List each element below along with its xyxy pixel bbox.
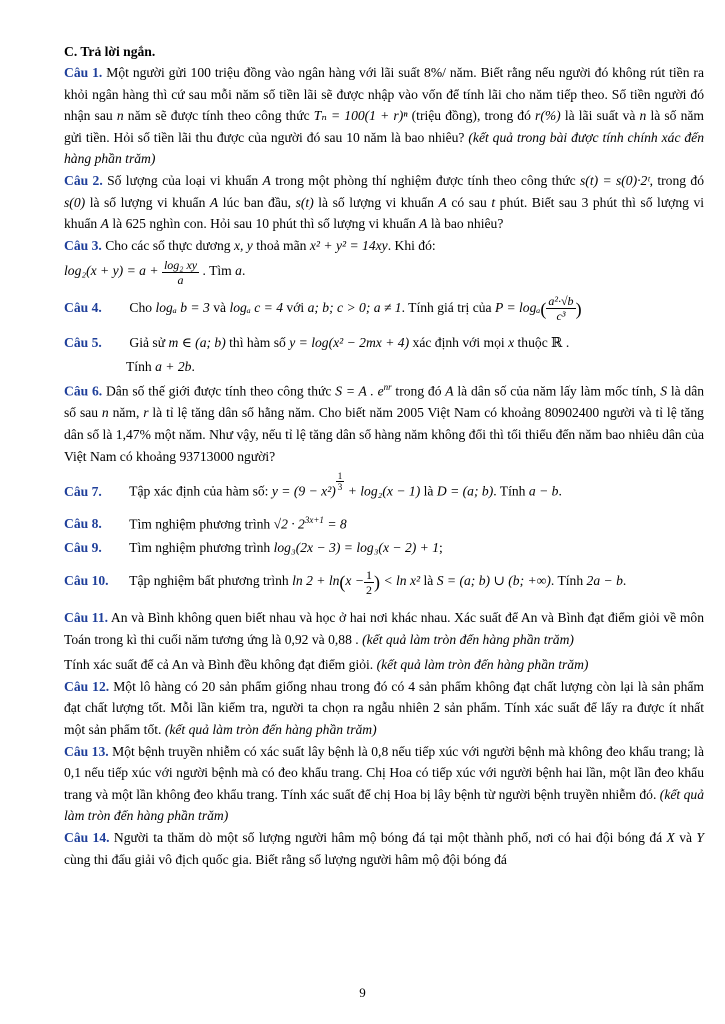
q2-text-d: là số lượng vi khuẩn (89, 194, 206, 210)
q5-text-a: Giả sử (129, 334, 166, 350)
question-10: Câu 10. Tập nghiệm bất phương trình ln 2 + ln(x − $\frac{1}{2}$ ) < ln x² là S = (a; b) ∪ (b; +∞). Tính 2a − b. (64, 564, 704, 599)
q6-text-e: năm, (112, 405, 140, 421)
question-10-label: Câu 10. (64, 573, 109, 589)
q7-expr: a − b (528, 483, 559, 499)
q13-hint: (kết quả làm tròn đến hàng phần trăm) (64, 786, 704, 824)
question-7-label: Câu 7. (64, 483, 102, 499)
question-14-label: Câu 14. (64, 829, 110, 845)
q14-text-a: Người ta thăm dò một số lượng người hâm mộ bóng đá tại một thành phố, nơi có hai đội bóng đá (113, 829, 663, 845)
q2-st: s(t) (295, 194, 314, 210)
q3-fraction (162, 258, 199, 287)
q1-hint: (kết quả trong bài được tính chính xác đến hàng phần trăm) (64, 129, 704, 167)
q1-text-b: năm sẽ được tính theo công thức (127, 108, 310, 124)
question-5-label: Câu 5. (64, 334, 102, 350)
q5-text-c: xác định với mọi (412, 334, 505, 350)
q4-and: và (213, 299, 227, 315)
question-6-label: Câu 6. (64, 383, 103, 399)
q1-n2: n (639, 108, 647, 124)
document-page (64, 42, 704, 870)
q6-text-f: là tỉ lệ tăng dân số hằng năm. Cho biết năm 2005 Việt Nam có khoảng 80902400 người và tỉ lệ tăng dân số là (64, 405, 704, 442)
page-number: 9 (359, 985, 366, 1000)
question-8 (64, 508, 704, 537)
q10-text-a: Tập nghiệm bất phương trình (129, 573, 289, 589)
q1-text-c: (triệu đồng), trong đó (411, 108, 531, 124)
q2-text-i: là 625 nghìn con. Hỏi sau 10 phút thì số lượng vi khuẩn (112, 216, 416, 232)
question-14 (64, 827, 704, 870)
question-3-formula (64, 256, 704, 286)
q3-text-b: thoả mãn (256, 237, 307, 253)
question-5 (64, 330, 704, 356)
q10-num: 1 (366, 567, 373, 582)
q11-text-b: Tính xác suất để cả An và Bình đều không đạt điểm giỏi. (64, 657, 374, 673)
q6-rate: 1,47% (115, 426, 151, 442)
q7-exp-den: 3 (337, 482, 343, 493)
question-11-part2 (64, 654, 704, 676)
question-3 (64, 235, 704, 257)
q10-S: S = (a; b) ∪ (b; +∞) (436, 573, 551, 589)
q4-with: với (286, 299, 305, 315)
q4-c1: logₐ b = 3 (155, 299, 210, 315)
q2-s0: s(0) (64, 194, 86, 210)
question-12 (64, 676, 704, 741)
q3-a: a (235, 263, 242, 279)
q2-A5: A (419, 216, 428, 232)
q7-text-a: Tập xác định của hàm số: (129, 483, 269, 499)
q2-text-a: Số lượng của loại vi khuẩn (107, 172, 259, 188)
q10-inner: x − (345, 573, 365, 589)
section-title: C. Trả lời ngắn. (64, 44, 156, 59)
q2-text-f: là số lượng vi khuẩn (318, 194, 434, 210)
q5-end: . (565, 334, 570, 350)
q2-A: A (262, 172, 271, 188)
q2-A2: A (209, 194, 219, 210)
q10-f2: < ln x² (383, 573, 421, 589)
q1-text-a: Một người gửi 100 triệu đồng vào ngân hàng với lãi suất 8%/ năm. Biết rằng nếu người đó không rút tiền ra khỏi ngân hàng thì cứ sau mỗi năm số tiền lãi sẽ được nhập vào vốn để tính lãi cho năm tiếp theo. Số tiền người đó nhận sau (64, 65, 704, 124)
q7-text-c: . Tính (493, 483, 526, 499)
q4-den: c³ (556, 309, 566, 324)
q2-text-c: , trong đó (649, 172, 705, 188)
q11-hint2: (kết quả làm tròn đến hàng phần trăm) (376, 657, 589, 673)
q5-end2: . (191, 358, 195, 374)
q9-text-a: Tìm nghiệm phương trình (129, 540, 271, 556)
question-4: Câu 4. Cho logₐ b = 3 và logₐ c = 4 với a; b; c > 0; a ≠ 1. Tính giá trị của P = logₐ( $\frac{\text{a²·√b}}{\text{c³}}$ ) (64, 291, 704, 326)
q2-A4: A (100, 216, 109, 232)
question-9-label: Câu 9. (64, 540, 102, 556)
question-1 (64, 62, 704, 170)
q4-num: a²·√b (548, 294, 574, 309)
q13-text-a: Một bệnh truyền nhiễm có xác suất lây bệnh là 0,8 nếu tiếp xúc với người bệnh mà không đeo khẩu trang; là 0,1 nếu tiếp xúc với người bệnh mà có đeo khẩu trang. Chị Hoa có tiếp xúc với người bệnh hai lần, một lần đeo khẩu trang và một lần không đeo khẩu trang. Tính xác suất để chị Hoa bị lây bệnh từ người bệnh truyền nhiễm đó. (64, 743, 704, 802)
q7-end: . (558, 483, 562, 499)
q12-hint: (kết quả làm tròn đến hàng phần trăm) (164, 722, 377, 737)
q1-r: r(%) (535, 108, 561, 124)
q2-text-g: có sau (451, 194, 487, 210)
question-11-label: Câu 11. (64, 610, 109, 626)
question-7 (64, 471, 704, 508)
question-11 (64, 607, 704, 650)
q8-text-a: Tìm nghiệm phương trình (129, 516, 271, 532)
q6-text-g: một năm. Như vậy, nếu tỉ lệ tăng dân số hàng năm không đổi thì tối thiểu đến năm bao nhiêu dân của Việt Nam có khoảng 93713000 người? (64, 426, 704, 464)
q3-end: . (241, 263, 246, 279)
q3-text-c: . Khi đó: (387, 237, 436, 253)
q5-expr: a + 2b (155, 358, 192, 374)
question-6 (64, 377, 704, 467)
q2-formula: s(t) = s(0)·2ᵗ (580, 172, 650, 188)
q7-f1: y = (9 − x²) (271, 483, 336, 499)
question-1-label: Câu 1. (64, 65, 103, 80)
q6-formula: S = A . e (335, 383, 384, 399)
q7-exp (336, 471, 345, 492)
q4-c2: logₐ c = 4 (229, 299, 283, 315)
q3-text-a: Cho các số thực dương (105, 237, 231, 253)
q6-text-d: là dân số sau (64, 383, 705, 421)
q8-exp: 3x+1 (304, 514, 324, 525)
q12-text-a: Một lô hàng có 20 sản phẩm giống nhau trong đó có 4 sản phẩm không đạt chất lượng còn lại là sản phẩm đạt chất lượng tốt. Mỗi lần kiểm tra, người ta chọn ra ngẫu nhiên 2 sản phẩm. Tính xác suất để lấy ra được ít nhất một sản phẩm tốt. (64, 678, 704, 737)
q3-num: log₂ xy (163, 257, 198, 272)
q10-expr: 2a − b (586, 573, 623, 589)
q7-f2: + log₂(x − 1) (347, 483, 421, 499)
q1-n: n (116, 108, 124, 124)
q7-text-b: là (423, 483, 434, 499)
q14-Y: Y (696, 829, 704, 845)
q1-text-d: là lãi suất và (564, 108, 636, 124)
q2-text-j: là bao nhiêu? (430, 216, 504, 232)
q5-f: y = log(x² − 2mx + 4) (289, 334, 410, 350)
q4-fraction (546, 294, 575, 323)
question-13 (64, 741, 704, 827)
q2-A3: A (438, 194, 447, 210)
q5-line2: Tính (126, 358, 152, 374)
q3-lhs: log₂(x + y) = a + (64, 263, 159, 279)
question-9 (64, 536, 704, 560)
q6-A: A (445, 383, 454, 399)
q10-f1: ln 2 + ln (292, 573, 340, 589)
q1-formula: Tₙ = 100(1 + r)ⁿ (313, 108, 408, 124)
q10-text-b: là (423, 573, 434, 589)
q6-n: n (101, 405, 109, 421)
q10-den: 2 (366, 582, 373, 597)
q11-hint: (kết quả làm tròn đến hàng phần trăm) (362, 631, 574, 647)
q5-R: ℝ (551, 334, 563, 350)
q9-end: ; (439, 540, 443, 556)
q7-exp-num: 1 (337, 471, 343, 482)
q14-text-b: cùng thi đấu giải vô địch quốc gia. Biết rằng số lượng người hâm mộ đội bóng đá (64, 851, 507, 867)
q4-c3: a; b; c > 0; a ≠ 1 (307, 299, 402, 315)
question-4-label: Câu 4. (64, 299, 102, 315)
question-12-label: Câu 12. (64, 678, 110, 694)
q2-text-e: lúc ban đầu, (222, 194, 292, 210)
q5-text-b: thì hàm số (229, 334, 286, 350)
q11-text-a: An và Bình không quen biết nhau và học ở hai nơi khác nhau. Xác suất để An và Bình đạt điểm giỏi về môn Toán trong kì thi cuối năm tương ứng là 0,92 và 0,88 . (64, 610, 704, 647)
q10-end: . (622, 573, 627, 589)
q3-den: a (177, 272, 184, 287)
q3-cond: x² + y² = 14xy (309, 237, 388, 253)
q9-eq: log₃(2x − 3) = log₃(x − 2) + 1 (273, 540, 440, 556)
question-2-label: Câu 2. (64, 172, 103, 188)
q14-X: X (666, 829, 675, 845)
q4-P: P = logₐ (495, 299, 541, 315)
question-3-label: Câu 3. (64, 237, 102, 253)
question-8-label: Câu 8. (64, 516, 102, 532)
q6-text-a: Dân số thế giới được tính theo công thức (105, 383, 332, 399)
q8-eq2: = 8 (327, 516, 347, 532)
q2-text-b: trong một phòng thí nghiệm được tính theo công thức (275, 172, 576, 188)
question-13-label: Câu 13. (64, 743, 109, 759)
q6-r: r (143, 405, 149, 421)
q1-text-e: là số năm gửi tiền. Hỏi số tiền lãi thu được của người đó sau 10 năm là bao nhiêu? (64, 108, 704, 145)
q5-m: m ∈ (a; b) (168, 334, 226, 350)
q14-and: và (679, 829, 693, 845)
q8-eq1: √2 · 2 (273, 516, 305, 532)
q2-text-h: phút. Biết sau 3 phút thì số lượng vi khuẩn (64, 194, 705, 232)
q5-x: x (508, 334, 515, 350)
q10-text-c: . Tính (550, 573, 584, 589)
q3-text-d: . Tìm (202, 263, 232, 279)
q5-text-d: thuộc (517, 334, 548, 350)
q10-fraction (364, 568, 374, 597)
question-2 (64, 170, 704, 235)
q4-text-a: Cho (129, 299, 153, 315)
q4-text-b: . Tính giá trị của (401, 299, 492, 315)
q6-exp: nr (383, 382, 392, 393)
q6-S: S (660, 383, 668, 399)
q6-text-c: là dân số của năm lấy làm mốc tính, (457, 383, 657, 399)
q3-xy: x, y (233, 237, 253, 253)
q6-text-b: trong đó (395, 383, 442, 399)
question-5-line2 (64, 356, 704, 378)
q7-D: D = (a; b) (436, 483, 494, 499)
q2-t: t (491, 194, 496, 210)
